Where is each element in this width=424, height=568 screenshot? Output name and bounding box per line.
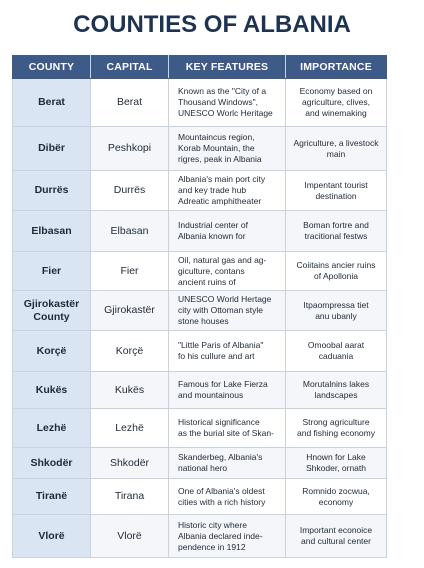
- cell-capital: Kukës: [91, 372, 169, 409]
- cell-importance: Hnown for Lake Shkoder, ornath: [286, 448, 387, 479]
- cell-county: Elbasan: [13, 211, 91, 252]
- cell-county: Gjirokastër County: [13, 291, 91, 331]
- table-row-fier: [13, 252, 387, 291]
- cell-county: Korçë: [13, 331, 91, 372]
- cell-capital: Korçë: [91, 331, 169, 372]
- cell-key-features: Famous for Lake Fierza and mountainous: [169, 372, 286, 409]
- cell-county: Kukës: [13, 372, 91, 409]
- cell-capital: Elbasan: [91, 211, 169, 252]
- cell-importance: Agriculture, a livestock main: [286, 127, 387, 171]
- cell-key-features: "Little Paris of Albania" fo his cullure and art: [169, 331, 286, 372]
- cell-importance: Impentant tourist destination: [286, 171, 387, 211]
- cell-county: Tiranë: [13, 479, 91, 515]
- cell-capital: Peshkopi: [91, 127, 169, 171]
- table-row-berat: [13, 79, 387, 127]
- header-importance: IMPORTANCE: [286, 56, 387, 79]
- cell-importance: Romnido zocwua, economy: [286, 479, 387, 515]
- table-header: [13, 56, 387, 79]
- cell-key-features: Industrial center of Albania known for: [169, 211, 286, 252]
- cell-importance: Strong agriculture and fishing economy: [286, 409, 387, 448]
- cell-county: Lezhë: [13, 409, 91, 448]
- cell-capital: Durrës: [91, 171, 169, 211]
- table-row-elbasan: [13, 211, 387, 252]
- header-capital: CAPITAL: [91, 56, 169, 79]
- cell-importance: Morutalnins lakes landscapes: [286, 372, 387, 409]
- table-row-tirane: [13, 479, 387, 515]
- cell-capital: Lezhë: [91, 409, 169, 448]
- cell-importance: Boman fortre and tracitional festws: [286, 211, 387, 252]
- table-body: [13, 79, 387, 558]
- cell-key-features: One of Albania's oldest cities with a rich history: [169, 479, 286, 515]
- table-row-diber: [13, 127, 387, 171]
- cell-county: Durrës: [13, 171, 91, 211]
- cell-capital: Berat: [91, 79, 169, 127]
- cell-key-features: Oil, natural gas and ag- giculture, contans ancient ruins of: [169, 252, 286, 291]
- page-title: COUNTIES OF ALBANIA: [73, 11, 351, 38]
- header-key-features: KEY FEATURES: [169, 56, 286, 79]
- cell-key-features: UNESCO World Hertage city with Ottoman style stone houses: [169, 291, 286, 331]
- cell-importance: Economy based on agriculture, clives, and winemaking: [286, 79, 387, 127]
- cell-importance: Omoobal aarat caduania: [286, 331, 387, 372]
- cell-importance: Coiitains ancier ruins of Apollonia: [286, 252, 387, 291]
- cell-key-features: Historic city where Albania declared inde- pendence in 1912: [169, 515, 286, 558]
- cell-capital: Shkodër: [91, 448, 169, 479]
- cell-importance: Important econoice and cultural center: [286, 515, 387, 558]
- table-row-kukes: [13, 372, 387, 409]
- counties-table: [12, 55, 387, 558]
- table-row-durres: [13, 171, 387, 211]
- cell-capital: Tirana: [91, 479, 169, 515]
- table-row-lezhe: [13, 409, 387, 448]
- cell-key-features: Skanderbeg, Albania's national hero: [169, 448, 286, 479]
- table-row-korce: [13, 331, 387, 372]
- table-header-row: [13, 56, 387, 79]
- cell-key-features: Historical significance as the burial site of Skan-: [169, 409, 286, 448]
- cell-capital: Fier: [91, 252, 169, 291]
- cell-capital: Vlorë: [91, 515, 169, 558]
- cell-county: Berat: [13, 79, 91, 127]
- cell-key-features: Known as the "City of a Thousand Windows", UNESCO Worlc Heritage: [169, 79, 286, 127]
- cell-county: Vlorë: [13, 515, 91, 558]
- cell-key-features: Mountaincus region, Korab Mountain, the rigres, peak in Albania: [169, 127, 286, 171]
- cell-county: Dibër: [13, 127, 91, 171]
- cell-county: Shkodër: [13, 448, 91, 479]
- table-row-gjirokaster: [13, 291, 387, 331]
- cell-county: Fier: [13, 252, 91, 291]
- table-row-shkoder: [13, 448, 387, 479]
- table-row-vlore: [13, 515, 387, 558]
- cell-importance: Itpaompressa tiet anu ubanly: [286, 291, 387, 331]
- cell-key-features: Albania's main port city and key trade hub Adreatic amphitheater: [169, 171, 286, 211]
- cell-capital: Gjirokastër: [91, 291, 169, 331]
- header-county: COUNTY: [13, 56, 91, 79]
